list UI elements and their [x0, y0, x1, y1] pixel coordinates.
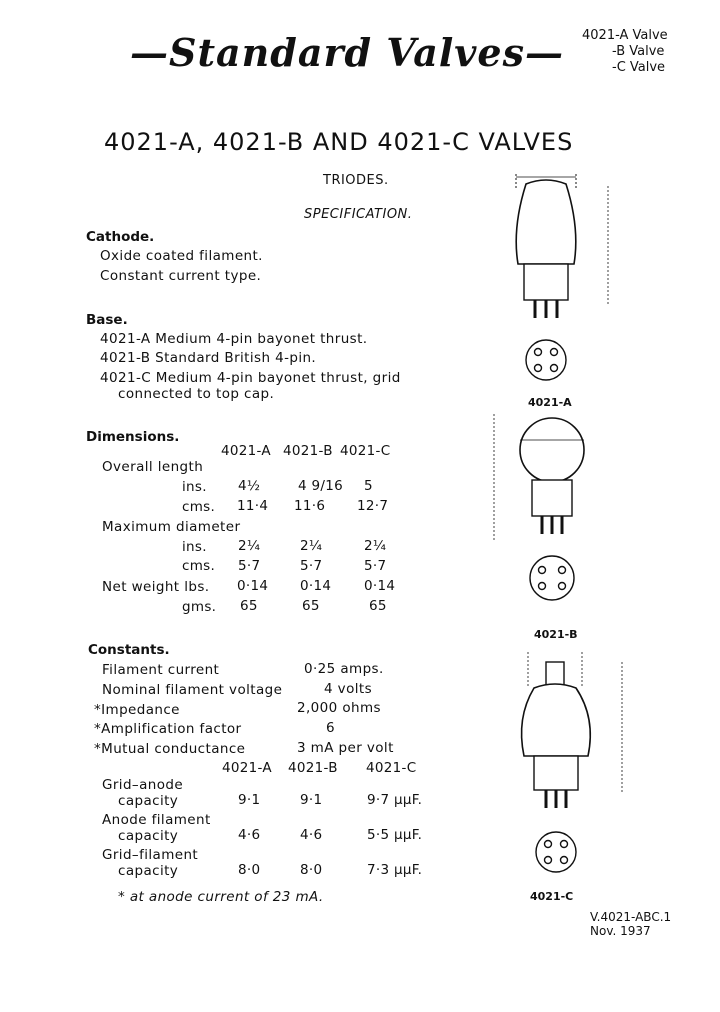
corner-valve-a: 4021-A Valve	[582, 28, 668, 43]
constant-value: 2,000 ohms	[297, 700, 381, 716]
constants-heading: Constants.	[88, 642, 170, 658]
constant-label: Nominal filament voltage	[102, 682, 283, 698]
cms-label: cms.	[182, 499, 216, 515]
value-cell: 65	[369, 598, 387, 614]
base-line: connected to top cap.	[118, 386, 275, 402]
value-cell: 8·0	[238, 862, 261, 878]
cap-col-c: 4021-C	[366, 760, 417, 776]
capacity-label: Grid–filament	[102, 847, 199, 863]
max-diameter-label: Maximum diameter	[102, 519, 241, 535]
value-cell: 4·6	[238, 827, 261, 843]
value-cell: 2¼	[364, 538, 387, 554]
value-cell: 12·7	[357, 498, 389, 514]
value-cell: 0·14	[300, 578, 332, 594]
constant-label: *Impedance	[94, 702, 180, 718]
value-cell: 9·1	[300, 792, 323, 808]
net-weight-label: Net weight lbs.	[102, 579, 210, 595]
spec-heading: SPECIFICATION.	[304, 207, 413, 222]
value-cell: 0·14	[237, 578, 269, 594]
constant-value: 4 volts	[324, 681, 373, 697]
capacity-label: Anode filament	[102, 812, 211, 828]
ins-label: ins.	[182, 539, 207, 555]
constant-value: 6	[326, 720, 335, 736]
document-date: Nov. 1937	[590, 924, 651, 938]
capacity-label: capacity	[118, 828, 179, 844]
cathode-line: Constant current type.	[100, 268, 262, 284]
value-cell: 5·7	[238, 558, 261, 574]
valve-c-drawing	[500, 648, 632, 886]
cap-col-a: 4021-A	[222, 760, 272, 776]
constant-value: 3 mA per volt	[297, 740, 394, 756]
subtitle: TRIODES.	[323, 173, 389, 188]
dim-col-b: 4021-B	[283, 443, 333, 459]
value-cell: 5·5 μμF.	[367, 827, 423, 843]
capacity-label: Grid–anode	[102, 777, 184, 793]
base-line: 4021-C Medium 4-pin bayonet thrust, grid	[100, 370, 401, 386]
value-cell: 7·3 μμF.	[367, 862, 423, 878]
value-cell: 4 9/16	[298, 478, 343, 494]
figure-caption-a: 4021-A	[528, 396, 572, 409]
base-line: 4021-A Medium 4-pin bayonet thrust.	[100, 331, 368, 347]
base-line: 4021-B Standard British 4-pin.	[100, 350, 317, 366]
corner-valve-b: -B Valve	[612, 44, 665, 59]
page-title: 4021-A, 4021-B AND 4021-C VALVES	[104, 128, 574, 156]
cap-col-b: 4021-B	[288, 760, 338, 776]
valve-a-drawing	[490, 168, 610, 406]
value-cell: 9·7 μμF.	[367, 792, 423, 808]
ins-label: ins.	[182, 479, 207, 495]
value-cell: 5·7	[364, 558, 387, 574]
base-heading: Base.	[86, 312, 128, 328]
capacity-label: capacity	[118, 793, 179, 809]
value-cell: 11·6	[294, 498, 326, 514]
value-cell: 8·0	[300, 862, 323, 878]
dim-col-c: 4021-C	[340, 443, 391, 459]
corner-valve-c: -C Valve	[612, 60, 666, 75]
value-cell: 9·1	[238, 792, 261, 808]
value-cell: 5	[364, 478, 373, 494]
value-cell: 2¼	[238, 538, 261, 554]
value-cell: 5·7	[300, 558, 323, 574]
figure-caption-c: 4021-C	[530, 890, 574, 903]
value-cell: 65	[302, 598, 320, 614]
cathode-heading: Cathode.	[86, 229, 155, 245]
cms-label: cms.	[182, 558, 216, 574]
constant-label: Filament current	[102, 662, 220, 678]
constant-label: *Amplification factor	[94, 721, 242, 737]
value-cell: 0·14	[364, 578, 396, 594]
value-cell: 4·6	[300, 827, 323, 843]
figure-caption-b: 4021-B	[534, 628, 578, 641]
valve-b-drawing	[480, 410, 610, 628]
value-cell: 2¼	[300, 538, 323, 554]
constant-label: *Mutual conductance	[94, 741, 246, 757]
cathode-line: Oxide coated filament.	[100, 248, 263, 264]
brand-title: —Standard Valves—	[130, 30, 564, 75]
capacity-label: capacity	[118, 863, 179, 879]
overall-length-label: Overall length	[102, 459, 204, 475]
dim-col-a: 4021-A	[221, 443, 271, 459]
gms-label: gms.	[182, 599, 217, 615]
value-cell: 65	[240, 598, 258, 614]
footnote: * at anode current of 23 mA.	[118, 889, 324, 905]
dimensions-heading: Dimensions.	[86, 429, 180, 445]
constant-value: 0·25 amps.	[304, 661, 384, 677]
value-cell: 11·4	[237, 498, 269, 514]
value-cell: 4½	[238, 478, 261, 494]
document-reference: V.4021-ABC.1	[590, 910, 672, 924]
